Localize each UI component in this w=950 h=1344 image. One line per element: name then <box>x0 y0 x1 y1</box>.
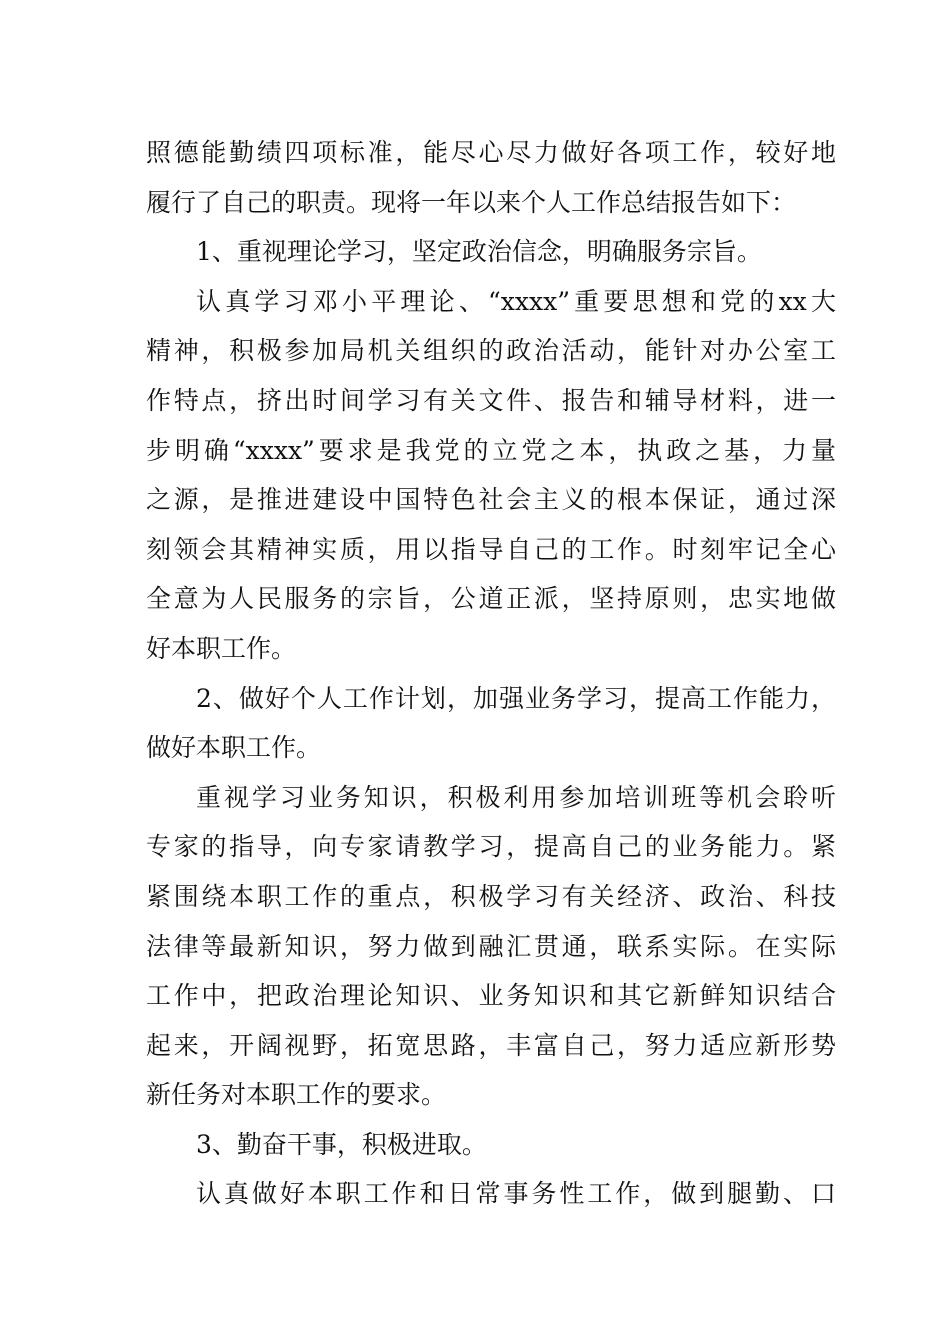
text-line: 之源，是推进建设中国特色社会主义的根本保证，通过深 <box>146 485 836 515</box>
text-line: 1、重视理论学习，坚定政治信念，明确服务宗旨。 <box>196 237 762 267</box>
text-line: 全意为人民服务的宗旨，公道正派，坚持原则，忠实地做 <box>146 584 836 614</box>
text-line: 刻领会其精神实质，用以指导自己的工作。时刻牢记全心 <box>146 534 836 564</box>
document-body <box>146 128 836 1219</box>
text-line: 照德能勤绩四项标准，能尽心尽力做好各项工作，较好地 <box>146 138 836 167</box>
text-line: 步明确“xxxx”要求是我党的立党之本，执政之基，力量 <box>146 435 836 465</box>
text-line: 3、勤奋干事，积极进取。 <box>196 1129 487 1159</box>
text-line: 做好本职工作。 <box>146 733 322 763</box>
text-line: 起来，开阔视野，拓宽思路，丰富自己，努力适应新形势 <box>146 1030 836 1060</box>
text-line: 2、做好个人工作计划，加强业务学习，提高工作能力， <box>196 683 836 713</box>
text-line: 好本职工作。 <box>146 633 297 663</box>
text-line: 新任务对本职工作的要求。 <box>146 1080 447 1110</box>
text-line: 认真做好本职工作和日常事务性工作，做到腿勤、口 <box>196 1179 836 1209</box>
text-line: 认真学习邓小平理论、“xxxx”重要思想和党的xx大 <box>196 286 836 316</box>
text-line: 工作中，把政治理论知识、业务知识和其它新鲜知识结合 <box>146 981 836 1011</box>
text-line: 履行了自己的职责。现将一年以来个人工作总结报告如下： <box>146 187 797 217</box>
text-line: 精神，积极参加局机关组织的政治活动，能针对办公室工 <box>146 336 836 366</box>
text-line: 法律等最新知识，努力做到融汇贯通，联系实际。在实际 <box>146 931 836 961</box>
text-line: 紧围绕本职工作的重点，积极学习有关经济、政治、科技 <box>146 881 836 911</box>
text-line: 作特点，挤出时间学习有关文件、报告和辅导材料，进一 <box>146 385 836 415</box>
text-line: 专家的指导，向专家请教学习，提高自己的业务能力。紧 <box>146 832 836 862</box>
text-line: 重视学习业务知识，积极利用参加培训班等机会聆听 <box>196 782 836 812</box>
